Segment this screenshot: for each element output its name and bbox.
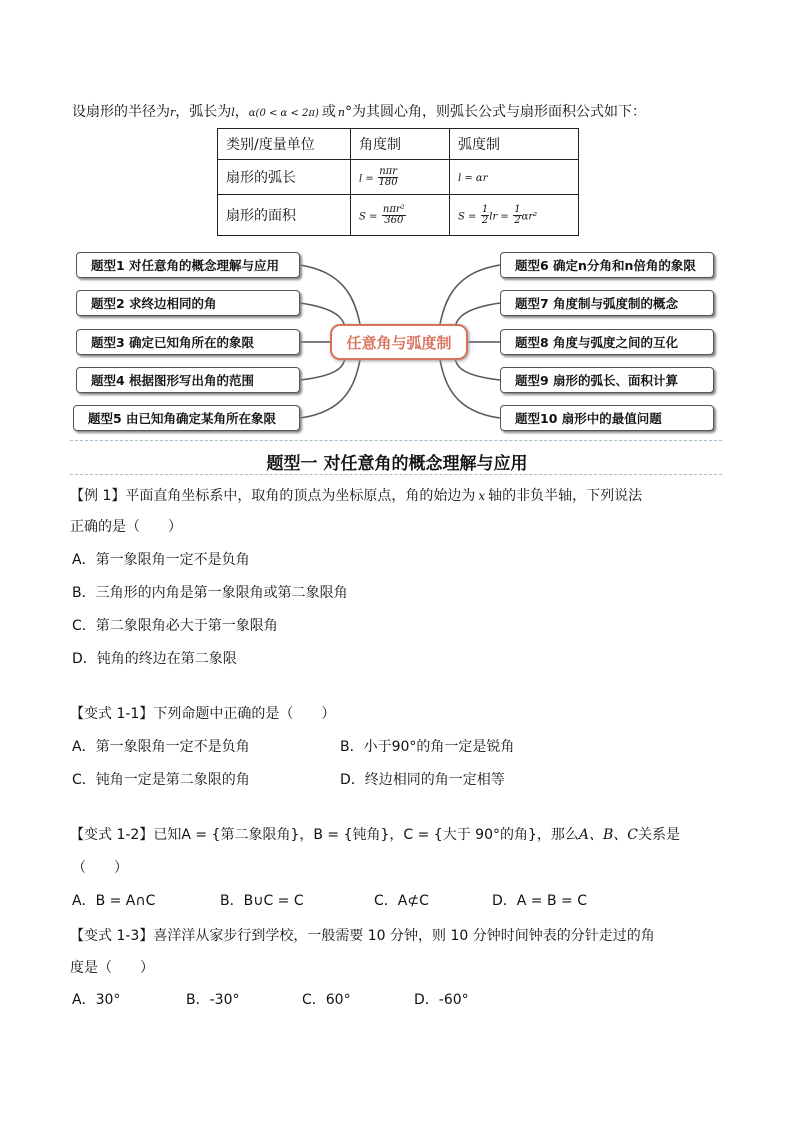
topic-box-3: 题型3 确定已知角所在的象限 <box>76 329 300 355</box>
arc-length-degree-formula: l = $\frac{\text{nπr}}{180}$ <box>351 160 450 195</box>
variant2-stem-line1: 【变式 1-2】已知A = {第二象限角}，B = {钝角}，C = {大于 90°的角}，那么A、B、C关系是 <box>70 827 681 843</box>
variant1-option-a: A．第一象限角一定不是负角 <box>72 739 250 755</box>
connector-left-5 <box>300 360 360 418</box>
variant1-option-c: C．钝角一定是第二象限的角 <box>72 772 250 788</box>
table-header: 类别/度量单位 <box>218 129 351 160</box>
connector-right-5 <box>440 360 500 418</box>
intro-text-3: ， <box>234 104 249 120</box>
row-label: 扇形的弧长 <box>218 160 351 195</box>
table-header: 角度制 <box>351 129 450 160</box>
section-title: 题型一 对任意角的概念理解与应用 <box>266 454 528 474</box>
topic-box-6: 题型6 确定n分角和n倍角的象限 <box>500 252 714 278</box>
arc-length-radian-formula: l = αr <box>450 160 579 195</box>
variant2-option-a: A．B = A∩C <box>72 893 156 909</box>
var-r: r <box>170 106 176 119</box>
intro-text-5: °为其圆心角，则弧长公式与扇形面积公式如下： <box>344 104 646 120</box>
intro-text-2: ，弧长为 <box>175 104 232 120</box>
topic-box-7: 题型7 角度制与弧度制的概念 <box>500 290 714 316</box>
topic-box-10: 题型10 扇形中的最值问题 <box>500 405 714 431</box>
variant3-option-c: C．60° <box>302 992 351 1008</box>
example1-option-c: C．第二象限角必大于第一象限角 <box>72 618 278 634</box>
var-alpha: α(0 < α < 2π) <box>248 108 319 119</box>
variant1-stem: 【变式 1-1】下列命题中正确的是（ ） <box>70 706 336 722</box>
section-divider-bottom <box>70 474 722 475</box>
topic-box-1: 题型1 对任意角的概念理解与应用 <box>76 252 300 278</box>
topic-box-4: 题型4 根据图形写出角的范围 <box>76 367 300 393</box>
example1-stem-line2: 正确的是（ ） <box>70 519 182 535</box>
connector-left-1 <box>300 265 360 324</box>
intro-text-1: 设扇形的半径为 <box>72 104 170 120</box>
variant3-stem-line2: 度是（ ） <box>70 960 154 976</box>
variant3-option-a: A．30° <box>72 992 121 1008</box>
connector-right-4 <box>455 356 500 380</box>
table-header: 弧度制 <box>450 129 579 160</box>
topic-box-8: 题型8 角度与弧度之间的互化 <box>500 329 714 355</box>
mindmap-center: 任意角与弧度制 <box>330 324 468 360</box>
variant2-option-c: C．A⊄C <box>374 893 429 909</box>
example1-option-d: D．钝角的终边在第二象限 <box>72 651 237 667</box>
topic-box-2: 题型2 求终边相同的角 <box>76 290 300 316</box>
variant2-paren: （ ） <box>72 860 128 876</box>
variant2-option-b: B．B∪C = C <box>220 893 304 909</box>
topic-box-9: 题型9 扇形的弧长、面积计算 <box>500 367 714 393</box>
example1-stem-line1: 【例 1】平面直角坐标系中，取角的顶点为坐标原点，角的始边为 x 轴的非负半轴，下列说法 <box>70 488 643 504</box>
var-l: l <box>231 106 235 119</box>
area-degree-formula: S = $\frac{\text{nπr²}}{360}$ <box>351 195 450 236</box>
row-label: 扇形的面积 <box>218 195 351 236</box>
section-divider-top <box>70 440 722 441</box>
set-definitions: A = {第二象限角}，B = {钝角}，C = {大于 90°的角} <box>181 827 537 843</box>
variant3-option-b: B．-30° <box>186 992 240 1008</box>
variant3-stem-line1: 【变式 1-3】喜洋洋从家步行到学校，一般需要 10 分钟，则 10 分钟时间钟表的分针走过的角 <box>70 928 655 944</box>
example1-option-a: A．第一象限角一定不是负角 <box>72 552 250 568</box>
variant2-option-d: D．A = B = C <box>492 893 587 909</box>
topic-box-5: 题型5 由已知角确定某角所在象限 <box>73 405 300 431</box>
intro-text-4: 或 <box>321 104 336 120</box>
var-n: n <box>337 106 345 119</box>
connector-right-1 <box>440 265 500 324</box>
var-x: x <box>478 489 486 503</box>
variant3-option-d: D．-60° <box>414 992 469 1008</box>
variant1-option-d: D．终边相同的角一定相等 <box>340 772 505 788</box>
example1-option-b: B．三角形的内角是第一象限角或第二象限角 <box>72 585 348 601</box>
variant1-option-b: B．小于90°的角一定是锐角 <box>340 739 515 755</box>
area-radian-formula: S = $\frac{1}{2}$ lr = $\frac{1}{2}$ αr² <box>450 195 579 236</box>
